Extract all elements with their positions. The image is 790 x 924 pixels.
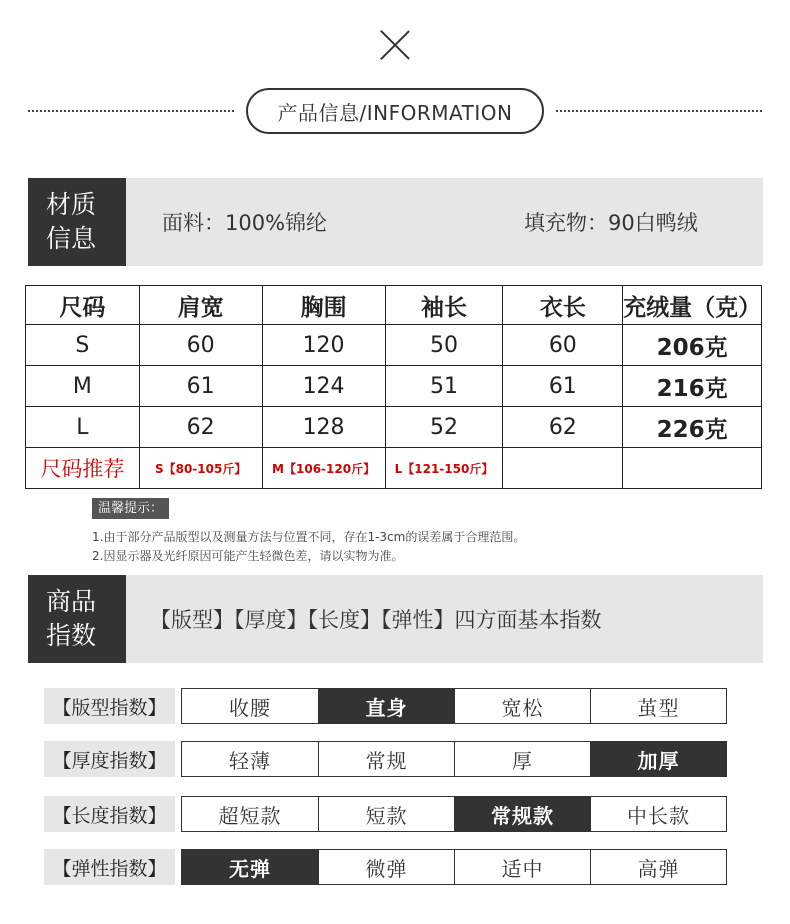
index-badge-line2: 指数 [46, 621, 97, 650]
cell-size: M [26, 366, 140, 407]
recommend-l: L【121-150斤】 [385, 448, 503, 489]
recommend-s: S【80-105斤】 [139, 448, 262, 489]
tips-title: 温馨提示： [92, 498, 169, 519]
index-header-text: 【版型】【厚度】【长度】【弹性】四方面基本指数 [150, 608, 602, 632]
cell-size: S [26, 325, 140, 366]
fit-index-label: 【版型指数】 [44, 688, 175, 724]
thickness-index-label: 【厚度指数】 [44, 741, 175, 777]
cell-chest: 124 [262, 366, 385, 407]
elasticity-index-row [44, 849, 727, 885]
cell-length: 62 [503, 407, 623, 448]
fabric-text: 面料：100%锦纶 [162, 211, 328, 235]
cell-length: 61 [503, 366, 623, 407]
cell-chest: 120 [262, 325, 385, 366]
cell-sleeve: 50 [385, 325, 503, 366]
size-table [25, 285, 762, 489]
thickness-index-row [44, 741, 727, 777]
header-size: 尺码 [26, 286, 140, 325]
thickness-option[interactable]: 厚 [454, 742, 590, 776]
thickness-index-options [181, 741, 727, 777]
cell-down-fill: 226克 [623, 407, 762, 448]
material-badge [28, 178, 126, 266]
thickness-option[interactable]: 轻薄 [229, 748, 271, 773]
length-index-options [181, 796, 727, 832]
fit-option[interactable]: 茧型 [590, 689, 726, 723]
length-option[interactable]: 超短款 [218, 803, 282, 828]
section-title: 产品信息/INFORMATION [277, 100, 513, 125]
empty-cell [623, 448, 762, 489]
table-row [26, 407, 762, 448]
header-down-fill: 充绒量（克） [623, 286, 762, 325]
material-badge-line1: 材质 [46, 190, 97, 219]
header-length: 衣长 [503, 286, 623, 325]
dotted-divider-right [556, 110, 762, 112]
fit-option[interactable]: 收腰 [229, 695, 271, 720]
filling-text: 填充物：90白鸭绒 [524, 211, 698, 235]
header-chest: 胸围 [262, 286, 385, 325]
thickness-option[interactable]: 常规 [318, 742, 454, 776]
tip-line-1: 1.由于部分产品版型以及测量方法与位置不同，存在1-3cm的误差属于合理范围。 [92, 530, 526, 544]
elasticity-index-label: 【弹性指数】 [44, 849, 175, 885]
tip-line-2: 2.因显示器及光纤原因可能产生轻微色差，请以实物为准。 [92, 549, 404, 563]
elasticity-option[interactable]: 无弹 [182, 850, 318, 884]
length-option[interactable]: 短款 [318, 797, 454, 831]
close-icon[interactable] [378, 28, 412, 62]
thickness-option[interactable]: 加厚 [590, 742, 726, 776]
material-badge-line2: 信息 [46, 224, 97, 253]
cell-length: 60 [503, 325, 623, 366]
index-badge [28, 575, 126, 663]
cell-size: L [26, 407, 140, 448]
elasticity-option[interactable]: 适中 [454, 850, 590, 884]
index-badge-line1: 商品 [46, 587, 97, 616]
length-option[interactable]: 常规款 [454, 797, 590, 831]
fit-option[interactable]: 宽松 [454, 689, 590, 723]
dotted-divider-left [28, 110, 234, 112]
length-index-label: 【长度指数】 [44, 796, 175, 832]
fit-index-row [44, 688, 727, 724]
table-row [26, 366, 762, 407]
cell-sleeve: 52 [385, 407, 503, 448]
product-index-band [28, 575, 763, 663]
cell-shoulder: 61 [139, 366, 262, 407]
material-info-band [28, 178, 763, 266]
cell-down-fill: 216克 [623, 366, 762, 407]
length-index-row [44, 796, 727, 832]
header-sleeve: 袖长 [385, 286, 503, 325]
cell-shoulder: 60 [139, 325, 262, 366]
cell-shoulder: 62 [139, 407, 262, 448]
header-shoulder: 肩宽 [139, 286, 262, 325]
size-recommend-label: 尺码推荐 [26, 448, 140, 489]
elasticity-option[interactable]: 微弹 [318, 850, 454, 884]
section-title-pill [246, 88, 544, 134]
cell-sleeve: 51 [385, 366, 503, 407]
cell-chest: 128 [262, 407, 385, 448]
recommend-m: M【106-120斤】 [262, 448, 385, 489]
empty-cell [503, 448, 623, 489]
cell-down-fill: 206克 [623, 325, 762, 366]
table-row [26, 325, 762, 366]
elasticity-index-options [181, 849, 727, 885]
fit-option[interactable]: 直身 [318, 689, 454, 723]
elasticity-option[interactable]: 高弹 [590, 850, 726, 884]
size-recommend-row [26, 448, 762, 489]
length-option[interactable]: 中长款 [590, 797, 726, 831]
size-table-header [26, 286, 762, 325]
fit-index-options [181, 688, 727, 724]
